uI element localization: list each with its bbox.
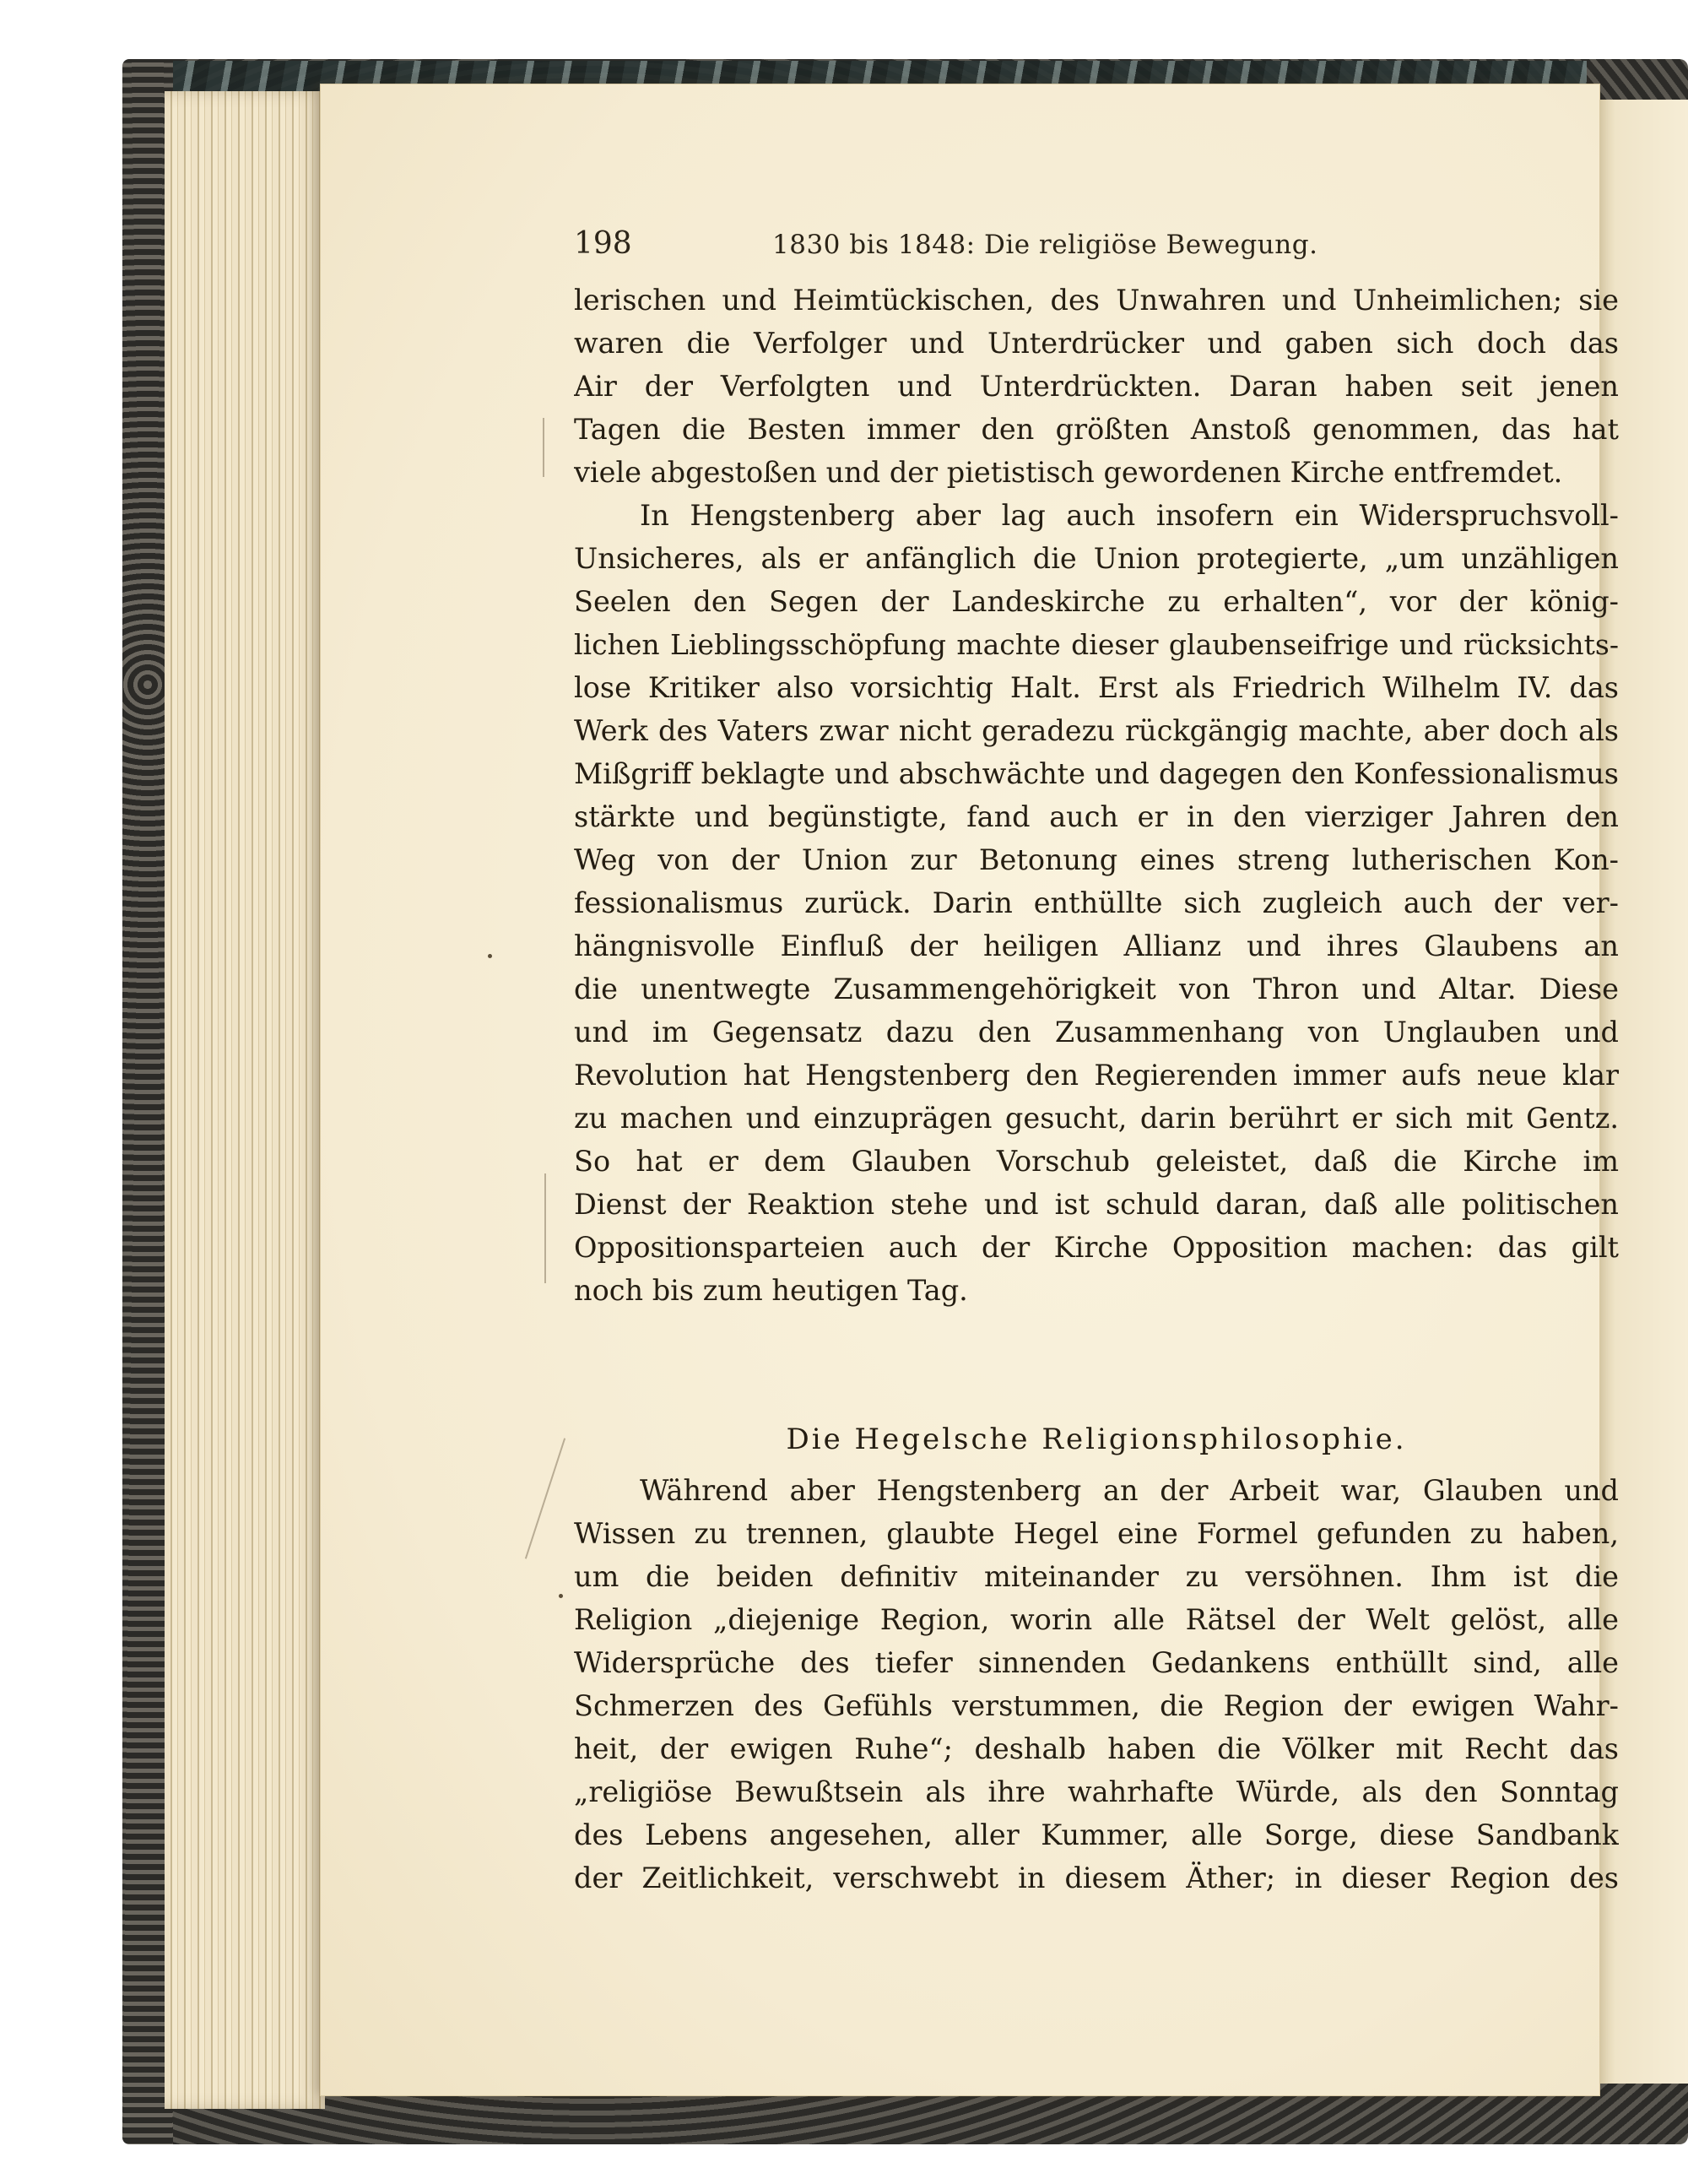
- paragraph-block-2: [574, 1469, 1619, 1899]
- text-line: Werk des Vaters zwar nicht geradezu rückgängig machte, aber doch als: [574, 714, 1619, 747]
- text-line: Während aber Hengstenberg an der Arbeit war, Glauben und: [640, 1474, 1619, 1507]
- text-line: waren die Verfolger und Unterdrücker und gaben sich doch das: [574, 327, 1619, 360]
- page-edges: [165, 91, 325, 2109]
- margin-pencil-mark: [543, 418, 544, 477]
- text-line: Unsicheres, als er anfänglich die Union protegierte, „um unzähligen: [574, 542, 1619, 575]
- text-line: Dienst der Reaktion stehe und ist schuld daran, daß alle politischen: [574, 1188, 1619, 1221]
- text-line: lose Kritiker also vorsichtig Halt. Erst als Friedrich Wilhelm IV. das: [574, 671, 1619, 704]
- text-line: Mißgriff beklagte und abschwächte und dagegen den Konfessionalismus: [574, 757, 1619, 790]
- text-line: In Hengstenberg aber lag auch insofern ein Widerspruchsvoll-: [640, 499, 1619, 532]
- text-line: So hat er dem Glauben Vorschub geleistet, daß die Kirche im: [574, 1145, 1619, 1178]
- text-line: Air der Verfolgten und Unterdrückten. Daran haben seit jenen: [574, 370, 1619, 403]
- margin-dot: [559, 1594, 563, 1598]
- text-line: des Lebens angesehen, aller Kummer, alle Sorge, diese Sandbank: [574, 1818, 1619, 1851]
- text-line: der Zeitlichkeit, verschwebt in diesem Äther; in dieser Region des: [574, 1862, 1619, 1894]
- text-line: Schmerzen des Gefühls verstummen, die Region der ewigen Wahr-: [574, 1689, 1619, 1722]
- text-line: Wissen zu trennen, glaubte Hegel eine Formel gefunden zu haben,: [574, 1517, 1619, 1550]
- text-line: um die beiden definitiv miteinander zu versöhnen. Ihm ist die: [574, 1560, 1619, 1593]
- text-line: Seelen den Segen der Landeskirche zu erhalten“, vor der könig-: [574, 585, 1619, 618]
- text-line: Widersprüche des tiefer sinnenden Gedankens enthüllt sind, alle: [574, 1646, 1619, 1679]
- text-line: viele abgestoßen und der pietistisch gewordenen Kirche entfremdet.: [574, 456, 1563, 489]
- text-line: „religiöse Bewußtsein als ihre wahrhafte Würde, als den Sonntag: [574, 1775, 1619, 1808]
- text-line: zu machen und einzuprägen gesucht, darin berührt er sich mit Gentz.: [574, 1102, 1619, 1135]
- section-heading: Die Hegelsche Religionsphilosophie.: [786, 1423, 1407, 1456]
- text-line: lerischen und Heimtückischen, des Unwahren und Unheimlichen; sie: [574, 284, 1619, 317]
- text-line: lichen Lieblingsschöpfung machte dieser glaubenseifrige und rücksichts-: [574, 628, 1619, 661]
- text-line: Revolution hat Hengstenberg den Regierenden immer aufs neue klar: [574, 1059, 1619, 1092]
- page-header: [574, 226, 1620, 285]
- text-line: stärkte und begünstigte, fand auch er in den vierziger Jahren den: [574, 800, 1619, 833]
- paragraph-block-1: [574, 279, 1619, 1312]
- text-line: Oppositionsparteien auch der Kirche Opposition machen: das gilt: [574, 1231, 1619, 1264]
- text-line: heit, der ewigen Ruhe“; deshalb haben die Völker mit Recht das: [574, 1732, 1619, 1765]
- text-line: hängnisvolle Einfluß der heiligen Allianz und ihres Glaubens an: [574, 929, 1619, 962]
- text-line: die unentwegte Zusammengehörigkeit von Thron und Altar. Diese: [574, 973, 1619, 1005]
- margin-pencil-mark: [525, 1438, 565, 1558]
- text-line: Tagen die Besten immer den größten Anstoß genommen, das hat: [574, 413, 1619, 446]
- book-page: [321, 84, 1619, 2095]
- running-head: 1830 bis 1848: Die religiöse Bewegung.: [772, 230, 1318, 260]
- text-line: und im Gegensatz dazu den Zusammenhang von Unglauben und: [574, 1016, 1619, 1049]
- text-line: fessionalismus zurück. Darin enthüllte sich zugleich auch der ver-: [574, 886, 1619, 919]
- page-number: 198: [574, 226, 632, 261]
- text-line: Religion „diejenige Region, worin alle Rätsel der Welt gelöst, alle: [574, 1603, 1619, 1636]
- margin-dot: [488, 954, 492, 958]
- margin-pencil-mark: [544, 1173, 546, 1283]
- text-line: noch bis zum heutigen Tag.: [574, 1274, 968, 1307]
- text-line: Weg von der Union zur Betonung eines streng lutherischen Kon-: [574, 843, 1619, 876]
